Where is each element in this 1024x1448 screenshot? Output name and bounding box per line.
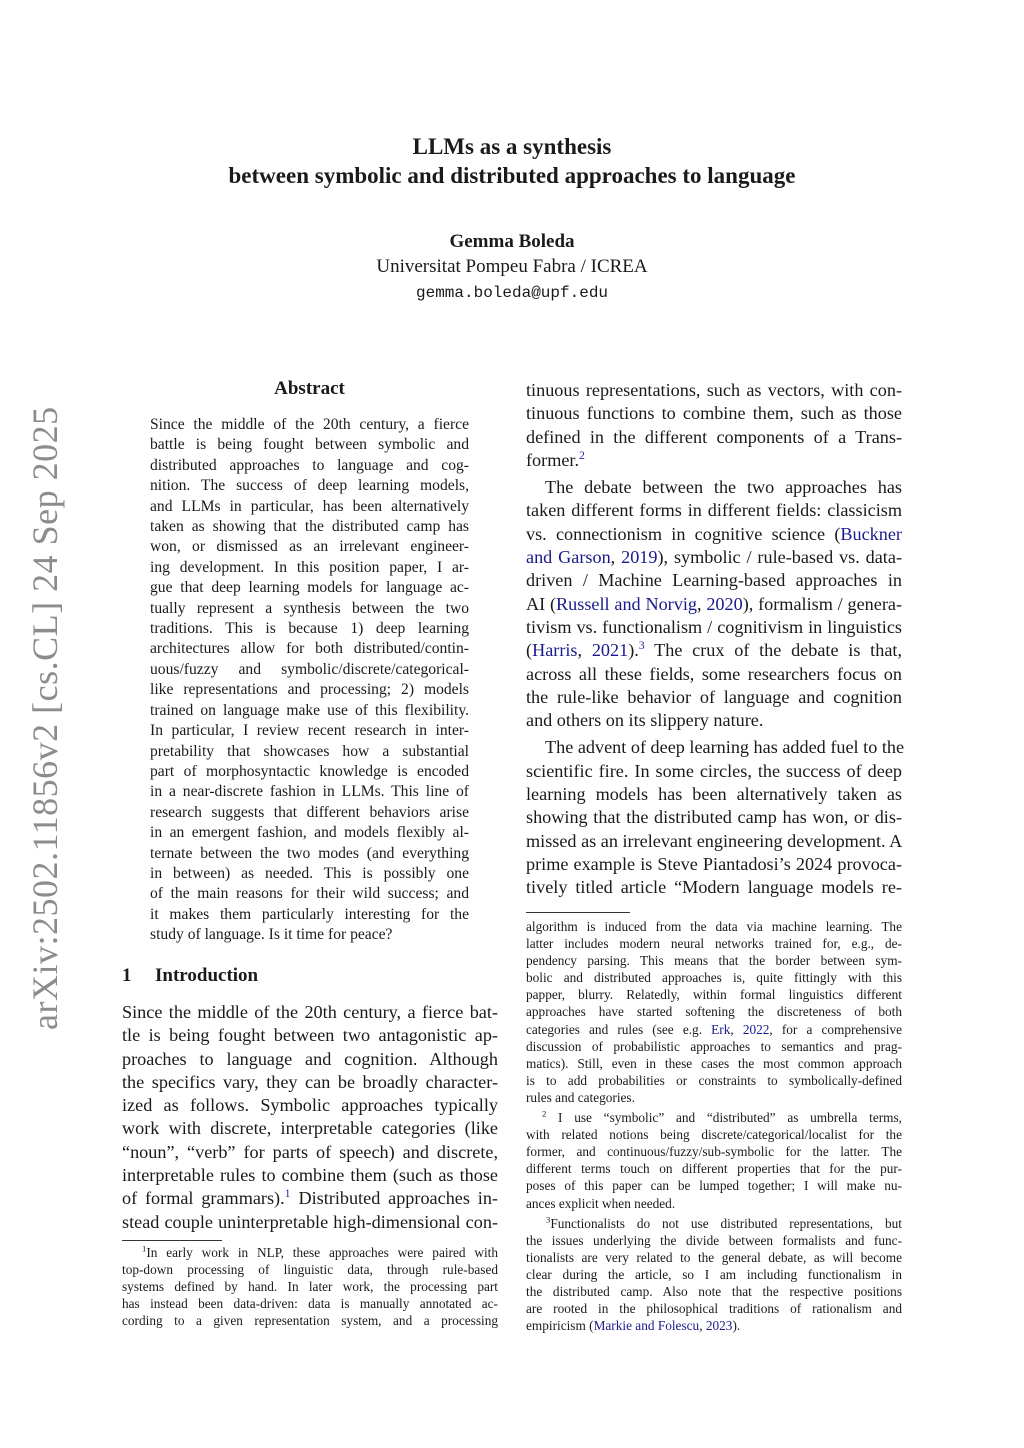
abstract-line: ternate between the two modes (and everything xyxy=(150,844,469,862)
footnote-line: former, and continuous/fuzzy/sub-symbolic for the latter. The xyxy=(526,1144,902,1160)
abstract-line: architectures allow for both distributed/contin- xyxy=(150,640,469,658)
author-email[interactable]: gemma.boleda@upf.edu xyxy=(415,284,609,302)
footnote-3 xyxy=(526,1215,902,1335)
abstract-line: traditions. This is because 1) deep learning xyxy=(150,620,469,638)
body-line: showing that the distributed camp has won, or dis- xyxy=(526,807,902,828)
citation-link[interactable]: Russell and Norvig xyxy=(556,593,697,614)
citation-link[interactable]: Buckner xyxy=(840,523,902,544)
footnote-rule xyxy=(122,1240,222,1241)
footnote-line: approaches have started softening the discreteness of both xyxy=(526,1004,902,1020)
footnote-line: the distributed camp. Also note that the respective positions xyxy=(526,1283,902,1299)
footnote-1 xyxy=(122,1244,498,1329)
abstract-line: it makes them particularly interesting for the xyxy=(150,905,469,923)
footnote-line: $^2$ I use “symbolic” and “distributed” as umbrella terms, xyxy=(542,1108,902,1126)
intro-line: work with discrete, interpretable categories (like xyxy=(122,1118,498,1139)
section-number: 1 xyxy=(122,965,132,986)
footnote-3-marker[interactable]: 3 xyxy=(638,638,645,653)
body-line: AI (Russell and Norvig, 2020), formalism / genera- xyxy=(526,593,903,614)
abstract-line: in an emergent fashion, and models flexibly al- xyxy=(150,824,469,842)
section-heading xyxy=(122,965,258,987)
abstract-line: pretability that showcases how a substantial xyxy=(150,742,469,760)
footnote-line: top-down processing of linguistic data, through rule-based xyxy=(122,1262,498,1278)
footnote-line: ances explicit when needed. xyxy=(526,1195,676,1211)
abstract-line: in between) as needed. This is possibly one xyxy=(150,864,469,882)
citation-link[interactable]: Erk xyxy=(711,1021,731,1037)
footnote-line: poses of this paper can be lumped together; I will make nu- xyxy=(526,1178,902,1194)
author-affiliation: Universitat Pompeu Fabra / ICREA xyxy=(376,256,648,277)
abstract-line: study of language. Is it time for peace? xyxy=(150,926,393,944)
citation-year-link[interactable]: 2022 xyxy=(742,1021,770,1037)
footnote-2 xyxy=(526,1109,902,1212)
abstract-line: part of morphosyntactic knowledge is encoded xyxy=(150,762,469,780)
citation-year-link[interactable]: 2021 xyxy=(591,640,629,661)
footnote-line: matics). Still, even in these cases the most common approach xyxy=(526,1055,902,1071)
footnote-line: categories and rules (see e.g. Erk, 2022, for a comprehensive xyxy=(526,1021,902,1037)
abstract-line: like representations and processing; 2) models xyxy=(150,681,469,699)
abstract-line: of the main reasons for their wild success; and xyxy=(150,885,469,903)
right-column-body xyxy=(526,379,905,900)
footnote-line: with related notions being discrete/categorical/localist for the xyxy=(526,1127,902,1143)
citation-link[interactable]: Markie and Folescu xyxy=(593,1318,700,1334)
abstract-line: Since the middle of the 20th century, a fierce xyxy=(150,416,469,433)
intro-line: Since the middle of the 20th century, a fierce bat- xyxy=(122,1002,498,1022)
footnote-line: is to add probabilities or constraints to symbolically-defined xyxy=(526,1072,902,1088)
footnote-line: clear during the article, so I am including functionalism in xyxy=(526,1266,902,1282)
body-line: learning models has been alternatively taken as xyxy=(526,784,902,805)
body-line: The debate between the two approaches has xyxy=(545,477,902,498)
footnote-line: algorithm is induced from the data via machine learning. The xyxy=(526,919,902,934)
body-line: the rule-like behavior of language and cognition xyxy=(526,686,902,707)
footnote-line: cording to a given representation system, and a processing xyxy=(122,1313,498,1329)
arxiv-identifier: arXiv:2502.11856v2 [cs.CL] 24 Sep 2025 xyxy=(25,406,65,1030)
footnote-line: systems defined by hand. In later work, the processing part xyxy=(122,1279,498,1295)
intro-line: “noun”, “verb” for parts of speech) and discrete, xyxy=(122,1141,498,1162)
body-line: defined in the different components of a Trans- xyxy=(526,426,902,447)
footnote-line: $^1$In early work in NLP, these approaches were paired with xyxy=(142,1243,498,1260)
citation-year-link[interactable]: 2020 xyxy=(706,593,743,614)
intro-line: the specifics vary, they can be broadly character- xyxy=(122,1071,498,1092)
abstract-line: ing development. In this position paper, I ar- xyxy=(150,558,469,576)
body-line: (Harris, 2021).$^3$ The crux of the debate is that, xyxy=(526,638,902,661)
footnote-line: tionalists are very related to the general debate, as will become xyxy=(526,1249,902,1265)
footnote-line: different terms touch on different properties that for the pur- xyxy=(526,1161,902,1177)
abstract-line: distributed approaches to language and cog- xyxy=(150,456,469,474)
footnote-line: $^3$Functionalists do not use distributed representations, but xyxy=(546,1214,902,1231)
abstract-line: research suggests that different behaviors arise xyxy=(150,803,469,821)
footnote-line: the issues underlying the divide between formalists and func- xyxy=(526,1232,902,1248)
intro-line: interpretable rules to combine them (such as those xyxy=(122,1165,498,1186)
abstract-body xyxy=(150,415,469,946)
abstract-line: in a near-discrete fashion in LLMs. This line of xyxy=(150,783,469,801)
citation-year-link[interactable]: 2019 xyxy=(621,547,658,568)
footnote-line: has instead been data-driven: data is manually annotated ac- xyxy=(122,1296,498,1312)
body-line: taken different forms in different fields: classicism xyxy=(526,500,902,521)
intro-line: stead couple uninterpretable high-dimensional con- xyxy=(122,1211,498,1232)
body-line: missed as an irrelevant engineering development. A xyxy=(526,830,903,851)
footnote-line: discussion of probabilistic approaches to semantics and prag- xyxy=(526,1038,902,1054)
paper-title-line-2: between symbolic and distributed approaches to language xyxy=(228,163,796,188)
intro-line: of formal grammars).$^1$ Distributed approaches in- xyxy=(122,1186,498,1209)
section-title: Introduction xyxy=(155,965,259,986)
body-line: tively titled article “Modern language models re- xyxy=(526,877,902,898)
abstract-line: won, or dismissed as an irrelevant engineer- xyxy=(150,538,469,556)
citation-link[interactable]: Harris xyxy=(532,640,578,661)
intro-line: ized as follows. Symbolic approaches typically xyxy=(122,1095,498,1116)
footnote-line: pendency parsing. This means that the border between sym- xyxy=(526,953,902,969)
footnote-line: latter includes modern neural networks trained for, e.g., de- xyxy=(526,936,902,952)
intro-line: proaches to language and cognition. Although xyxy=(122,1048,498,1069)
body-line: vs. connectionism in cognitive science (Buckner xyxy=(526,523,902,544)
paper-title-line-1: LLMs as a synthesis xyxy=(412,134,612,159)
abstract-line: taken as showing that the distributed camp has xyxy=(150,518,469,536)
footnote-line: rules and categories. xyxy=(526,1089,635,1105)
body-line: driven / Machine Learning-based approaches in xyxy=(526,570,902,591)
footnote-line: are rooted in the philosophical traditions of rationalism and xyxy=(526,1301,902,1317)
body-line: former.$^2$ xyxy=(526,447,585,470)
abstract-line: In particular, I review recent research in inter- xyxy=(150,722,469,740)
abstract-heading: Abstract xyxy=(274,378,345,399)
right-footnotes xyxy=(526,918,902,1334)
footnote-rule xyxy=(526,912,630,913)
footnote-line: papper, blurry. Relatedly, within formal linguistics different xyxy=(526,987,902,1003)
footnote-line: empiricism (Markie and Folescu, 2023). xyxy=(526,1318,741,1334)
body-line: prime example is Steve Piantadosi’s 2024 provoca- xyxy=(526,853,902,874)
body-line: tivism vs. functionalism / cognitivism in linguistics xyxy=(526,616,902,637)
body-line: across all these fields, some researchers focus on xyxy=(526,663,902,684)
body-line: tinuous representations, such as vectors, with con- xyxy=(526,380,902,400)
footnote-2-marker[interactable]: 2 xyxy=(579,447,585,462)
body-line: tinuous functions to combine them, such as those xyxy=(526,403,902,424)
abstract-line: nition. The success of deep learning models, xyxy=(150,477,469,495)
intro-paragraph xyxy=(122,1001,498,1234)
footnote-1-marker[interactable]: 1 xyxy=(284,1186,291,1201)
abstract-line: gue that deep learning models for language ac- xyxy=(150,579,469,597)
abstract-line: and LLMs in particular, has been alternatively xyxy=(150,497,469,515)
abstract-line: battle is being fought between symbolic and xyxy=(150,436,469,454)
body-line: scientific fire. In some circles, the success of deep xyxy=(526,760,902,781)
abstract-line: trained on language make use of this flexibility. xyxy=(150,701,469,719)
body-line: The advent of deep learning has added fuel to the xyxy=(545,737,905,758)
author-name: Gemma Boleda xyxy=(449,231,575,252)
abstract-line: uous/fuzzy and symbolic/discrete/categorical- xyxy=(150,660,469,678)
abstract-line: tually represent a synthesis between the two xyxy=(150,599,469,617)
body-line: and others on its slippery nature. xyxy=(526,710,764,731)
citation-link[interactable]: and Garson xyxy=(526,547,611,568)
intro-line: tle is being fought between two antagonistic ap- xyxy=(122,1025,498,1046)
footnote-line: bolic and distributed approaches is, quite fittingly with this xyxy=(526,970,902,986)
citation-year-link[interactable]: 2023 xyxy=(705,1318,733,1334)
body-line: and Garson, 2019), symbolic / rule-based vs. data- xyxy=(526,547,902,568)
